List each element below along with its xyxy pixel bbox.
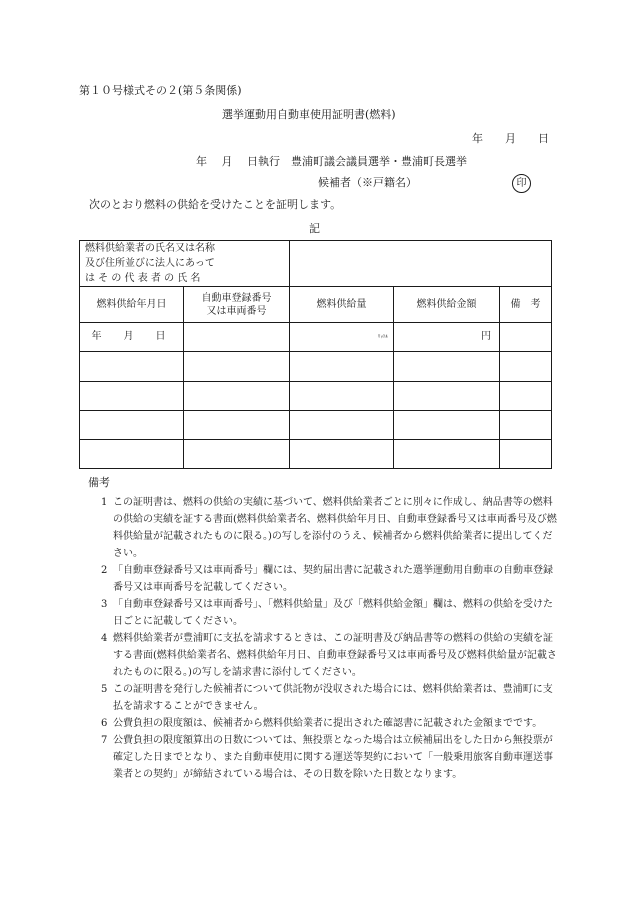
election-line: 年 月 日執行 豊浦町議会議員選挙・豊浦町長選挙 [196, 155, 467, 168]
notes-section [88, 476, 558, 783]
header-vehicle-number: 自動車登録番号 又は車両番号 [184, 287, 290, 323]
supply-price-cell[interactable] [394, 410, 500, 439]
seal-mark: 印 [512, 174, 531, 193]
yen-unit: 円 [481, 331, 491, 343]
note-item [88, 732, 558, 783]
statement: 次のとおり燃料の供給を受けたことを証明します。 [89, 198, 342, 211]
remarks-cell[interactable] [500, 410, 552, 439]
note-number: 4 [101, 633, 108, 644]
supply-amount-cell[interactable] [290, 439, 394, 468]
supply-amount-cell[interactable] [290, 323, 394, 352]
note-number: 7 [101, 735, 108, 746]
supply-date-cell[interactable] [80, 439, 184, 468]
supplier-label-line: 燃料供給業者の氏名又は名称 [85, 243, 215, 255]
supply-amount-cell[interactable] [290, 410, 394, 439]
notes-title: 備考 [88, 476, 110, 489]
header-remarks: 備 考 [500, 287, 552, 323]
header-supply-date: 燃料供給年月日 [80, 287, 184, 323]
form-number: 第１０号様式その２(第５条関係) [79, 84, 242, 97]
note-number: 1 [101, 497, 108, 508]
table-row [80, 381, 552, 410]
header-supply-price: 燃料供給金額 [394, 287, 500, 323]
vehicle-number-cell[interactable] [184, 352, 290, 381]
supply-date-cell[interactable] [80, 381, 184, 410]
note-text: 公費負担の限度額は、候補者から燃料供給業者に提出された確認書に記載された金額までです。 [113, 718, 543, 729]
note-text: 「自動車登録番号又は車両番号」欄には、契約届出書に記載された選挙運動用自動車の自動車登録番号又は車両番号を記載してください。 [113, 565, 553, 593]
note-text: この証明書は、燃料の供給の実績に基づいて、燃料供給業者ごとに別々に作成し、納品書等の燃料の供給の実績を証する書面(燃料供給業者名、燃料供給年月日、自動車登録番号又は車両番号及び燃料供給量が記載されたものに限る。)の写しを添付のうえ、候補者から燃料供給業者に提出してください。 [113, 497, 557, 559]
note-number: 6 [101, 718, 108, 729]
supply-price-cell[interactable] [394, 352, 500, 381]
note-item [88, 630, 558, 681]
remarks-cell[interactable] [500, 381, 552, 410]
supply-amount-cell[interactable] [290, 381, 394, 410]
issue-date: 年 月 日 [472, 132, 549, 145]
note-item [88, 596, 558, 630]
note-text: 公費負担の限度額算出の日数については、無投票となった場合は立候補届出をした日から無投票が確定した日までとなり、また自動車使用に関する運送等契約において「一般乗用旅客自動車運送事業者との契約」が締結されている場合は、その日数を除いた日数となります。 [113, 735, 553, 780]
liter-unit: ﾘｯﾄﾙ [377, 333, 388, 340]
supplier-label-line: は そ の 代 表 者 の 氏 名 [85, 273, 201, 285]
note-number: 2 [101, 565, 108, 576]
note-text: この証明書を発行した候補者について供託物が没収された場合には、燃料供給業者は、豊浦町に支払を請求することができません。 [113, 684, 553, 712]
note-text: 「自動車登録番号又は車両番号」、「燃料供給量」及び「燃料供給金額」欄は、燃料の供給を受けた日ごとに記載してください。 [113, 599, 553, 627]
note-number: 3 [101, 599, 108, 610]
remarks-cell[interactable] [500, 439, 552, 468]
remarks-cell[interactable] [500, 323, 552, 352]
supplier-name-field[interactable] [290, 241, 552, 287]
note-text: 燃料供給業者が豊浦町に支払を請求するときは、この証明書及び納品書等の燃料の供給の実績を証する書面(燃料供給業者名、燃料供給年月日、自動車登録番号又は車両番号及び燃料供給量が記載されたものに限る。)の写しを請求書に添付してください。 [113, 633, 557, 678]
supplier-label-line: 及び住所並びに法人にあって [85, 258, 215, 270]
supplier-label-cell [80, 241, 290, 287]
header-supply-amount: 燃料供給量 [290, 287, 394, 323]
table-row [80, 352, 552, 381]
supply-amount-cell[interactable] [290, 352, 394, 381]
supply-date-cell[interactable] [80, 410, 184, 439]
supply-price-cell[interactable] [394, 439, 500, 468]
table-row [80, 410, 552, 439]
fuel-supply-table [79, 240, 552, 469]
note-item [88, 562, 558, 596]
ki-label: 記 [309, 222, 320, 235]
note-item [88, 494, 558, 562]
candidate-label: 候補者（※戸籍名） [318, 176, 417, 189]
vehicle-number-cell[interactable] [184, 410, 290, 439]
note-item [88, 715, 558, 732]
supply-date-cell[interactable]: 年 月 日 [80, 323, 184, 352]
supply-date-cell[interactable] [80, 352, 184, 381]
vehicle-number-cell[interactable] [184, 381, 290, 410]
note-item [88, 681, 558, 715]
document-title: 選挙運動用自動車使用証明書(燃料) [222, 108, 396, 121]
table-row [80, 439, 552, 468]
note-number: 5 [101, 684, 108, 695]
remarks-cell[interactable] [500, 352, 552, 381]
supply-price-cell[interactable] [394, 323, 500, 352]
vehicle-number-cell[interactable] [184, 439, 290, 468]
vehicle-number-cell[interactable] [184, 323, 290, 352]
supply-price-cell[interactable] [394, 381, 500, 410]
